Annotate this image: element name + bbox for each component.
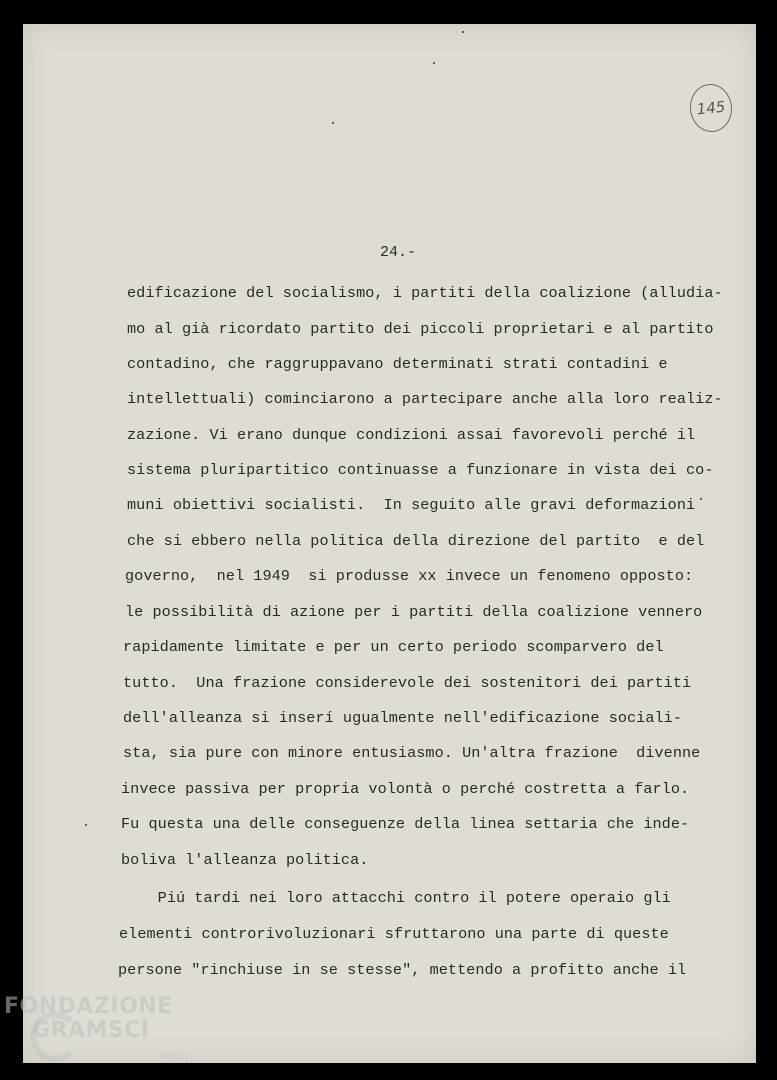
- text-line: sistema pluripartitico continuasse a funzionare in vista dei co-: [127, 461, 714, 479]
- text-line: invece passiva per propria volontà o perché costretta a farlo.: [121, 780, 690, 798]
- text-line: intellettuali) cominciarono a partecipare anche alla loro realiz-: [127, 390, 723, 408]
- paper-speck: [85, 824, 87, 826]
- document-page: [23, 24, 756, 1063]
- text-line: edificazione del socialismo, i partiti della coalizione (alludia-: [127, 284, 723, 302]
- watermark-line-3: onlus: [159, 1049, 189, 1062]
- paper-speck: [700, 498, 702, 500]
- text-line: le possibilità di azione per i partiti della coalizione vennero: [125, 603, 703, 621]
- text-line: zazione. Vi erano dunque condizioni assai favorevoli perché il: [127, 426, 696, 444]
- text-line: governo, nel 1949 si produsse xx invece un fenomeno opposto:: [125, 567, 694, 585]
- text-line: mo al già ricordato partito dei piccoli proprietari e al partito: [127, 320, 714, 338]
- paper-speck: [433, 62, 435, 64]
- text-line: boliva l'alleanza politica.: [121, 851, 369, 869]
- paper-speck: [462, 31, 464, 33]
- text-line: contadino, che raggruppavano determinati strati contadini e: [127, 355, 668, 373]
- text-line: tutto. Una frazione considerevole dei sostenitori dei partiti: [123, 674, 692, 692]
- folio-stamp: 145: [688, 82, 735, 134]
- text-line: Piú tardi nei loro attacchi contro il potere operaio gli: [121, 889, 671, 907]
- text-line: dell'alleanza si inserí ugualmente nell'edificazione sociali-: [123, 709, 683, 727]
- text-line: elementi controrivoluzionari sfruttarono una parte di queste: [119, 925, 669, 943]
- fondazione-gramsci-watermark: [4, 994, 189, 1062]
- text-line: persone "rinchiuse in se stesse", mettendo a profitto anche il: [118, 961, 687, 979]
- watermark-line-2: GRAMSCI: [32, 1018, 150, 1043]
- paper-speck: [332, 122, 334, 124]
- page-number: 24.-: [380, 244, 417, 261]
- text-line: Fu questa una delle conseguenze della linea settaria che inde-: [121, 815, 690, 833]
- text-line: rapidamente limitate e per un certo periodo scomparvero del: [123, 638, 664, 656]
- text-line: muni obiettivi socialisti. In seguito alle gravi deformazioni: [127, 496, 696, 514]
- watermark-line-1: FONDAZIONE: [4, 994, 173, 1019]
- text-line: che si ebbero nella politica della direzione del partito e del: [127, 532, 705, 550]
- text-line: sta, sia pure con minore entusiasmo. Un'altra frazione divenne: [123, 744, 701, 762]
